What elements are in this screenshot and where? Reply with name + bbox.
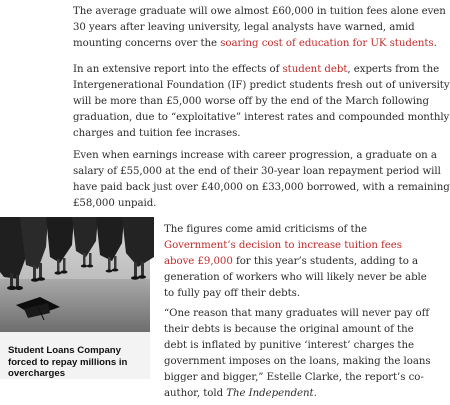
- paragraph-criticisms: [164, 222, 427, 302]
- text-run: In an extensive report into the effects of: [73, 64, 283, 75]
- paragraph-line: Even when earnings increase with career progression, a graduate on a: [73, 150, 437, 161]
- graduation-ceremony-photo[interactable]: [0, 217, 150, 332]
- paragraph-line: [73, 36, 437, 52]
- publication-name: The Independent: [226, 388, 314, 399]
- paragraph-line: [164, 238, 402, 254]
- text-run: , experts from the: [347, 64, 440, 75]
- paragraph-line: graduation, due to “exploitative” interest rates and compounded monthly: [73, 112, 450, 123]
- related-article-headline[interactable]: [8, 345, 148, 380]
- link-student-debt[interactable]: student debt: [282, 64, 348, 75]
- paragraph-line: [73, 62, 440, 78]
- paragraph-line: will be more than £5,000 worse off by the end of the March following: [73, 96, 429, 107]
- text-run: author, told: [164, 388, 227, 399]
- paragraph-line: their debts is because the original amount of the: [164, 324, 414, 335]
- paragraph-line: 30 years after leaving university, legal analysts have warned, amid: [73, 22, 415, 33]
- paragraph-quote: [164, 306, 431, 402]
- paragraph-line: [164, 386, 390, 402]
- paragraph-line: Intergenerational Foundation (IF) predict students fresh out of university: [73, 80, 450, 91]
- paragraph-line: have paid back just over £40,000 on £33,000 borrowed, with a remaining: [73, 182, 450, 193]
- paragraph-line: generation of workers who will likely never be able: [164, 272, 427, 283]
- paragraph-line: £58,000 unpaid.: [73, 198, 157, 209]
- headline-line: Student Loans Company: [8, 345, 121, 356]
- text-run: mounting concerns over the: [73, 38, 221, 49]
- headline-line: overcharges: [8, 368, 66, 379]
- paragraph-line: The average graduate will owe almost £60,000 in tuition fees alone even: [73, 6, 446, 17]
- link-soaring-cost[interactable]: soaring cost of education for UK students: [220, 38, 434, 49]
- paragraph-line: The figures come amid criticisms of the: [164, 224, 367, 235]
- paragraph-line: salary of £55,000 at the end of their 30-year loan repayment period will: [73, 166, 441, 177]
- paragraph-line: charges and tuition fee incrases.: [73, 128, 241, 139]
- text-run: .: [433, 38, 437, 49]
- paragraph-line: [164, 254, 419, 270]
- paragraph-report: [73, 62, 450, 142]
- text-run: .: [313, 388, 317, 399]
- paragraph-line: “One reason that many graduates will never pay off: [164, 308, 430, 319]
- paragraph-line: government imposes on the loans, making the loans: [164, 356, 431, 367]
- related-article-card[interactable]: [0, 217, 150, 379]
- text-run: for this year’s students, adding to a: [232, 256, 419, 267]
- paragraph-earnings: [73, 148, 450, 212]
- link-government-decision-cont[interactable]: above £9,000: [164, 256, 233, 267]
- paragraph-line: debt is inflated by punitive ‘interest’ charges the: [164, 340, 414, 351]
- link-government-decision[interactable]: Government’s decision to increase tuition fees: [164, 240, 402, 251]
- paragraph-line: to fully pay off their debts.: [164, 288, 301, 299]
- headline-line: forced to repay millions in: [8, 356, 128, 368]
- paragraph-intro: [73, 4, 446, 52]
- paragraph-line: bigger and bigger,” Estelle Clarke, the report’s co-: [164, 372, 424, 383]
